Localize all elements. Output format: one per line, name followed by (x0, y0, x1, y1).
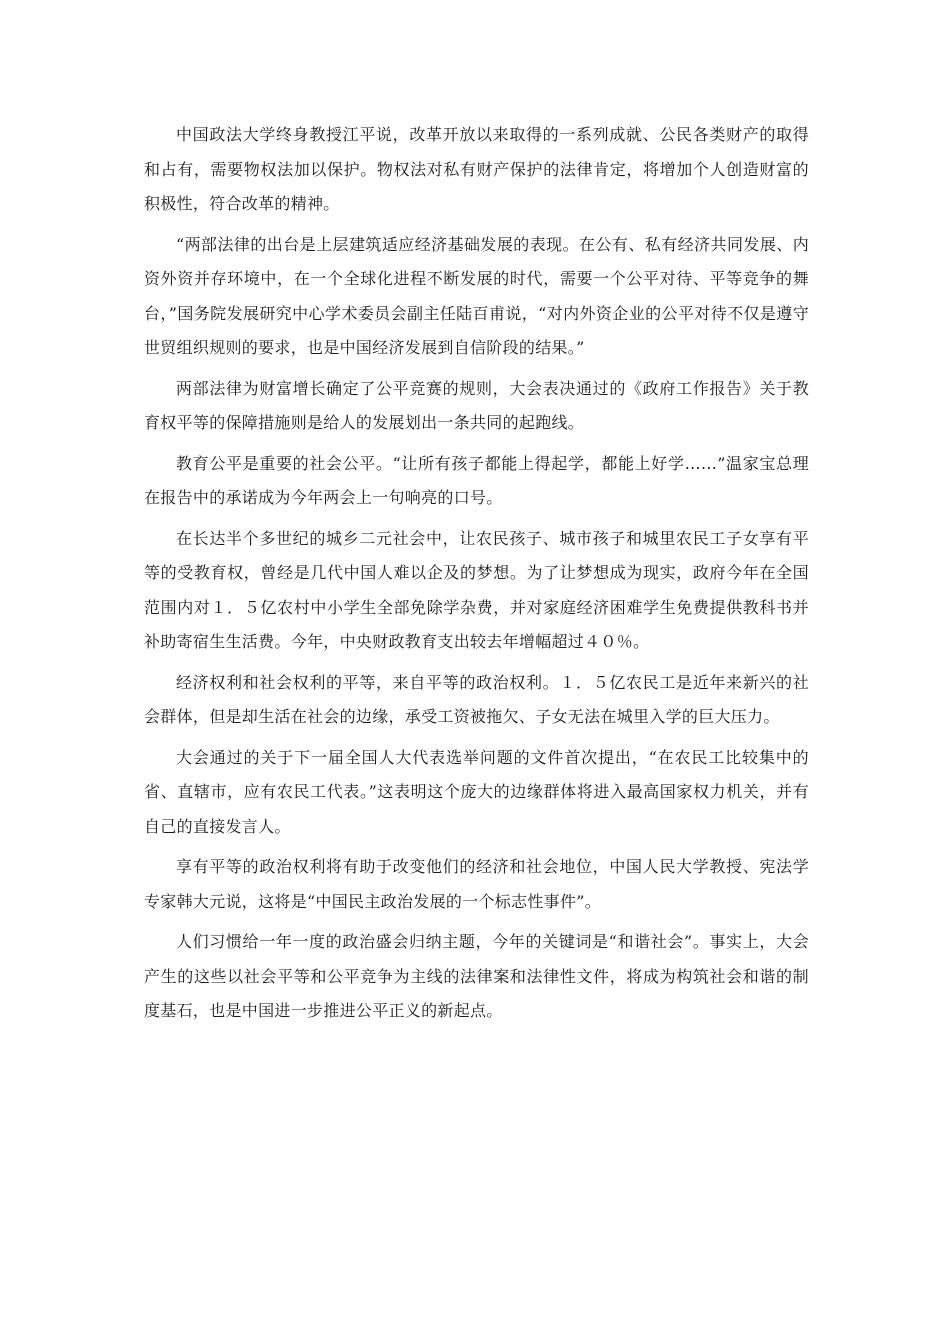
paragraph: 人们习惯给一年一度的政治盛会归纳主题，今年的关键词是“和谐社会”。事实上，大会产生的这些以社会平等和公平竞争为主线的法律案和法律性文件，将成为构筑社会和谐的制度基石，也是中国进一步推进公平正义的新起点。 (144, 932, 809, 1020)
paragraph: 大会通过的关于下一届全国人大代表选举问题的文件首次提出，“在农民工比较集中的省、直辖市，应有农民工代表。”这表明这个庞大的边缘群体将进入最高国家权力机关，并有自己的直接发言人。 (144, 747, 809, 836)
paragraph: 享有平等的政治权利将有助于改变他们的经济和社会地位，中国人民大学教授、宪法学专家韩大元说，这将是“中国民主政治发展的一个标志性事件”。 (144, 857, 809, 911)
paragraph: 中国政法大学终身教授江平说，改革开放以来取得的一系列成就、公民各类财产的取得和占有，需要物权法加以保护。物权法对私有财产保护的法律肯定，将增加个人创造财富的积极性，符合改革的精神。 (144, 125, 809, 213)
paragraph: 两部法律为财富增长确定了公平竞赛的规则，大会表决通过的《政府工作报告》关于教育权平等的保障措施则是给人的发展划出一条共同的起跑线。 (144, 378, 809, 432)
paragraph: 在长达半个多世纪的城乡二元社会中，让农民孩子、城市孩子和城里农民工子女享有平等的受教育权，曾经是几代中国人难以企及的梦想。为了让梦想成为现实，政府今年在全国范围内对１．５亿农村中小学生全部免除学杂费，并对家庭经济困难学生免费提供教科书并补助寄宿生生活费。今年，中央财政教育支出较去年增幅超过４０％。 (144, 528, 809, 651)
document-body (144, 118, 809, 1035)
paragraph: 教育公平是重要的社会公平。“让所有孩子都能上得起学，都能上好学……”温家宝总理在报告中的承诺成为今年两会上一句响亮的口号。 (144, 453, 809, 507)
paragraph: 经济权利和社会权利的平等，来自平等的政治权利。１．５亿农民工是近年来新兴的社会群体，但是却生活在社会的边缘，承受工资被拖欠、子女无法在城里入学的巨大压力。 (144, 672, 809, 726)
paragraph: “两部法律的出台是上层建筑适应经济基础发展的表现。在公有、私有经济共同发展、内资外资并存环境中，在一个全球化进程不断发展的时代，需要一个公平对待、平等竞争的舞台，”国务院发展研究中心学术委员会副主任陆百甫说，“对内外资企业的公平对待不仅是遵守世贸组织规则的要求，也是中国经济发展到自信阶段的结果。” (144, 234, 809, 357)
